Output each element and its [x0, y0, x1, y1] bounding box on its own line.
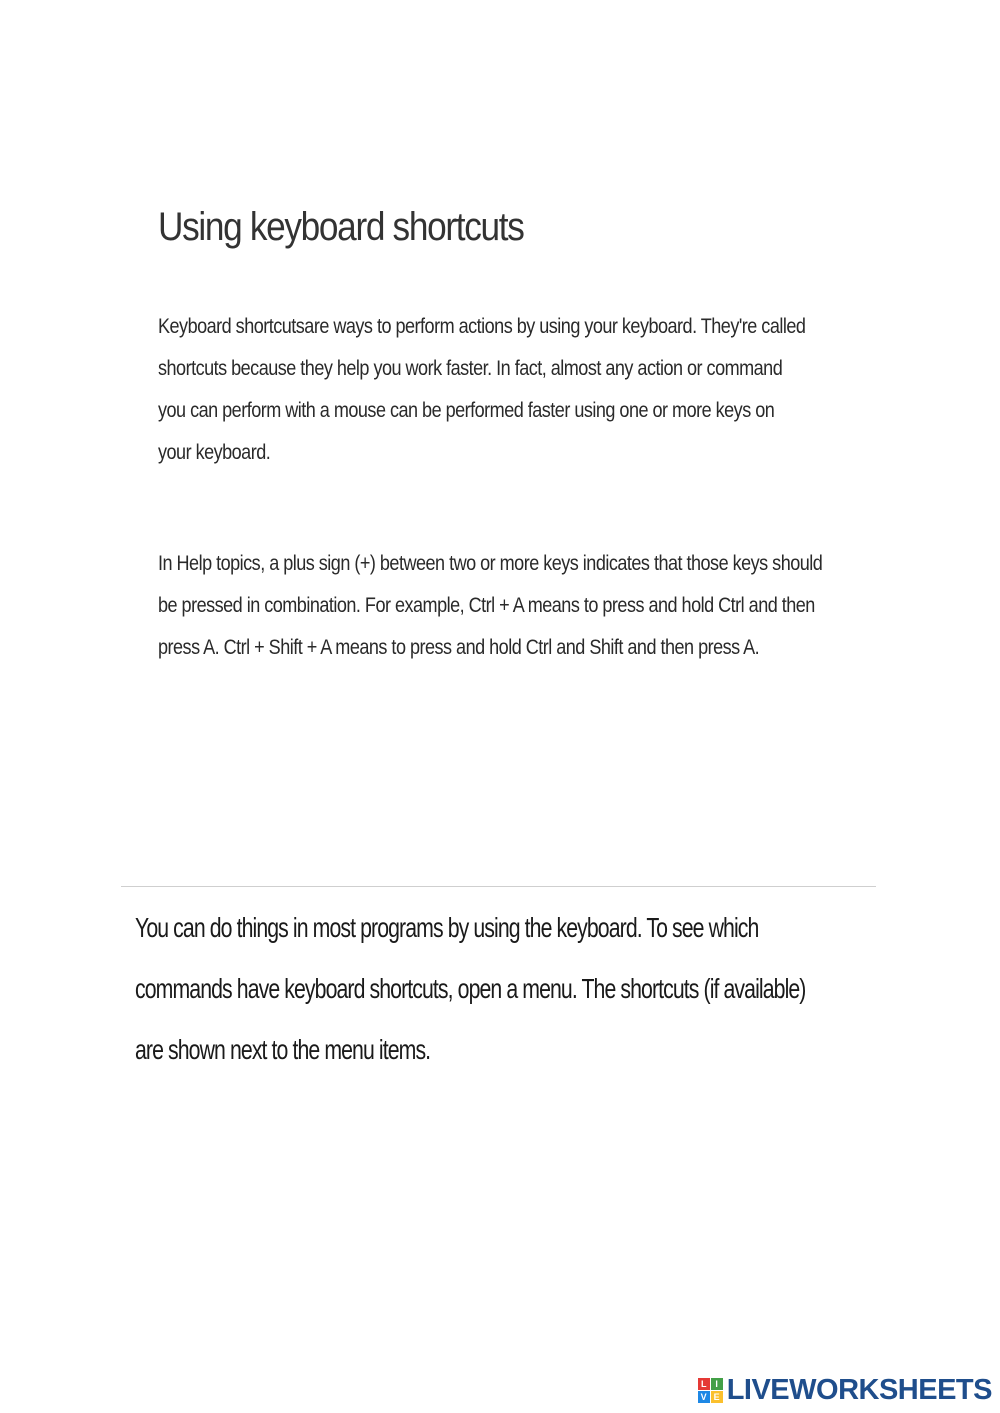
brand-name: LIVEWORKSHEETS — [726, 1374, 992, 1406]
logo-letter-l: L — [698, 1378, 710, 1390]
page-title: Using keyboard shortcuts — [158, 205, 524, 249]
liveworksheets-brand — [698, 1374, 992, 1407]
plus-sign-paragraph: In Help topics, a plus sign (+) between two or more keys indicates that those keys should be pressed in combination. For example, Ctrl + A means to press and hold Ctrl and then press A. Ctrl + Shift + A means to press and hold Ctrl and Shift and then press A. — [158, 552, 823, 659]
liveworksheets-logo-icon — [698, 1378, 723, 1403]
logo-letter-i: I — [711, 1378, 723, 1390]
menu-shortcuts-paragraph: You can do things in most programs by using the keyboard. To see which commands have keyboard shortcuts, open a menu. The shortcuts (if available) are shown next to the menu items. — [135, 912, 806, 1065]
section-divider — [121, 886, 876, 887]
logo-letter-v: V — [698, 1391, 710, 1403]
intro-paragraph: Keyboard shortcutsare ways to perform actions by using your keyboard. They're called shortcuts because they help you work faster. In fact, almost any action or command you can perform with a mouse can be performed faster using one or more keys on your keyboard. — [158, 315, 806, 464]
logo-letter-e: E — [711, 1391, 723, 1403]
